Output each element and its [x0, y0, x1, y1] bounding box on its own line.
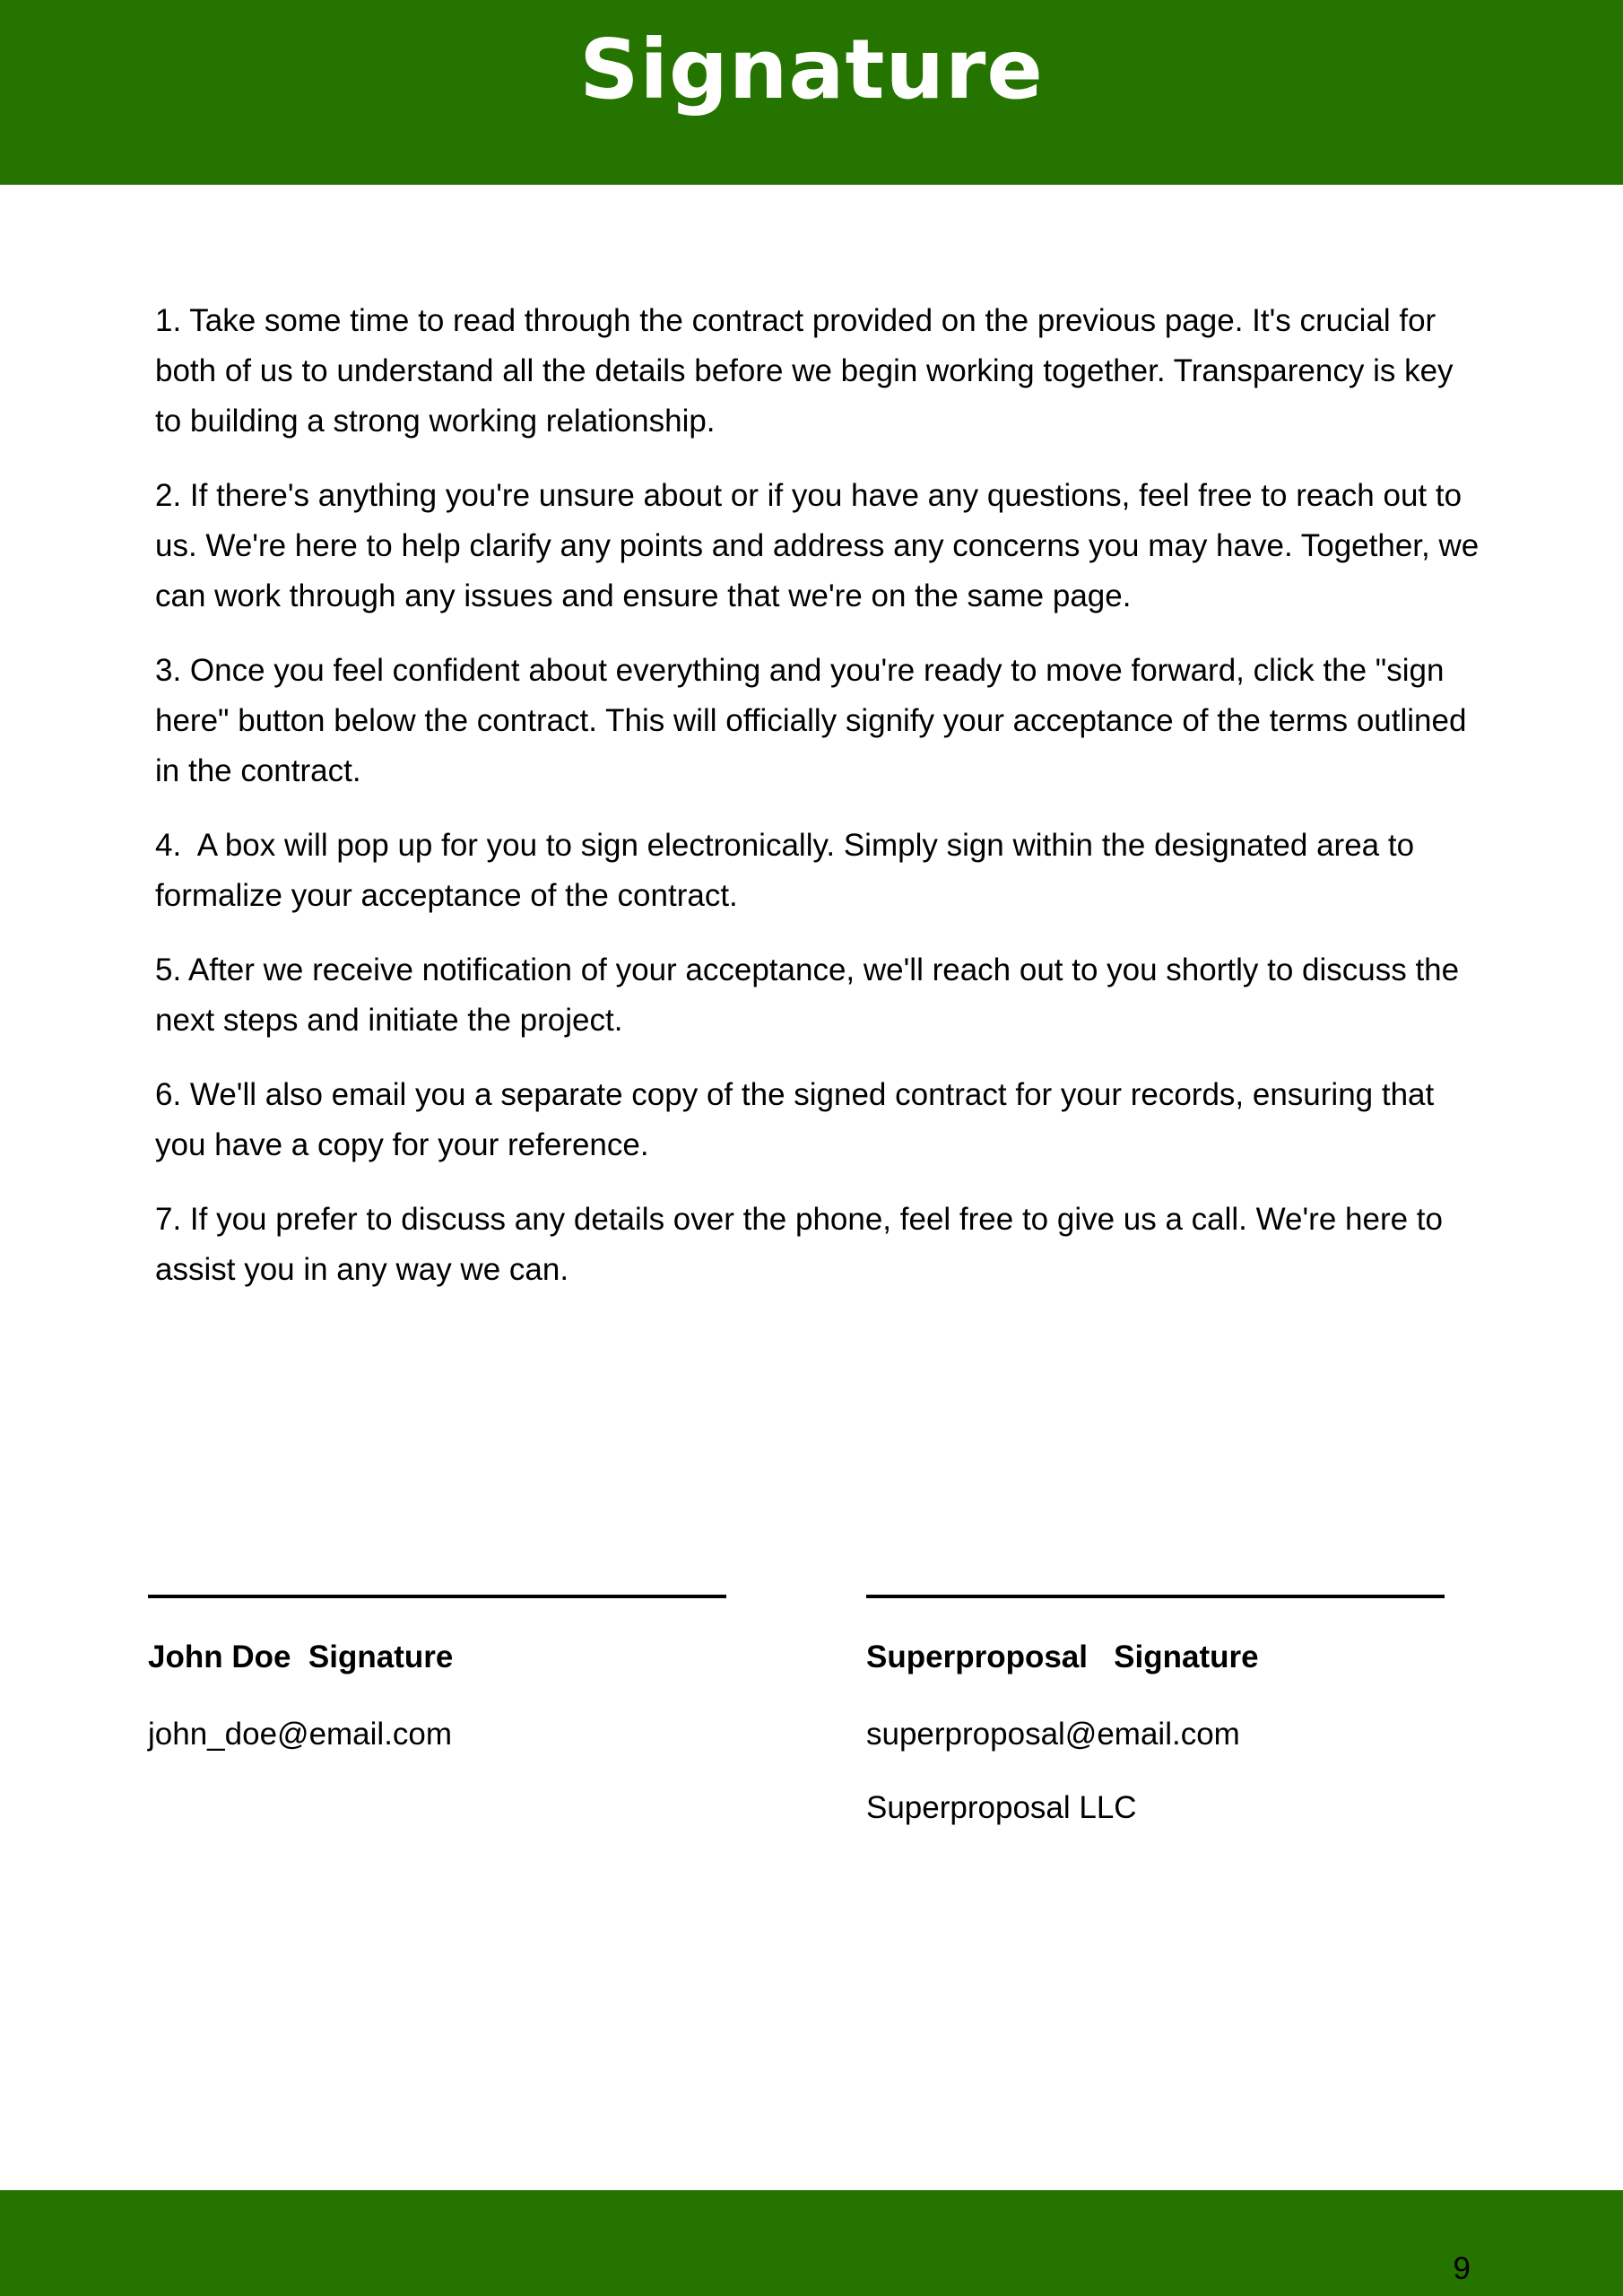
instructions-list [155, 296, 1488, 1319]
footer-band [0, 2190, 1623, 2296]
client-signature-line[interactable] [148, 1595, 726, 1598]
client-email: john_doe@email.com [148, 1717, 453, 1752]
provider-signature-block [866, 1595, 1445, 1828]
provider-signature-line[interactable] [866, 1595, 1445, 1598]
instruction-item-1: 1. Take some time to read through the contract provided on the previous page. It's crucial for both of us to understand all the details before we begin working together. Transparency is key to building a strong working relationship. [155, 303, 1462, 439]
provider-email: superproposal@email.com [866, 1717, 1240, 1752]
instruction-item-4: 4. A box will pop up for you to sign electronically. Simply sign within the designated area to formalize your acceptance of the contract. [155, 828, 1423, 913]
page-title: Signature [579, 22, 1044, 117]
instruction-item-7: 7. If you prefer to discuss any details over the phone, feel free to give us a call. We're here to assist you in any way we can. [155, 1202, 1452, 1287]
client-signature-label: John Doe Signature [148, 1639, 454, 1674]
page-number: 9 [1453, 2251, 1471, 2286]
client-signature-block [148, 1595, 726, 1754]
instruction-item-2: 2. If there's anything you're unsure about or if you have any questions, feel free to reach out to us. We're here to help clarify any points and address any concerns you may have. Together, we can work through any issues and ensure that we're on the same page. [155, 478, 1488, 613]
provider-company: Superproposal LLC [866, 1790, 1137, 1825]
instruction-item-5: 5. After we receive notification of your acceptance, we'll reach out to you shortly to discuss the next steps and initiate the project. [155, 952, 1468, 1038]
instruction-item-6: 6. We'll also email you a separate copy of the signed contract for your records, ensuring that you have a copy for your reference. [155, 1077, 1443, 1162]
instruction-item-3: 3. Once you feel confident about everything and you're ready to move forward, click the "sign here" button below the contract. This will officially signify your acceptance of the terms outlined in the contract. [155, 653, 1476, 788]
provider-signature-label: Superproposal Signature [866, 1639, 1259, 1674]
